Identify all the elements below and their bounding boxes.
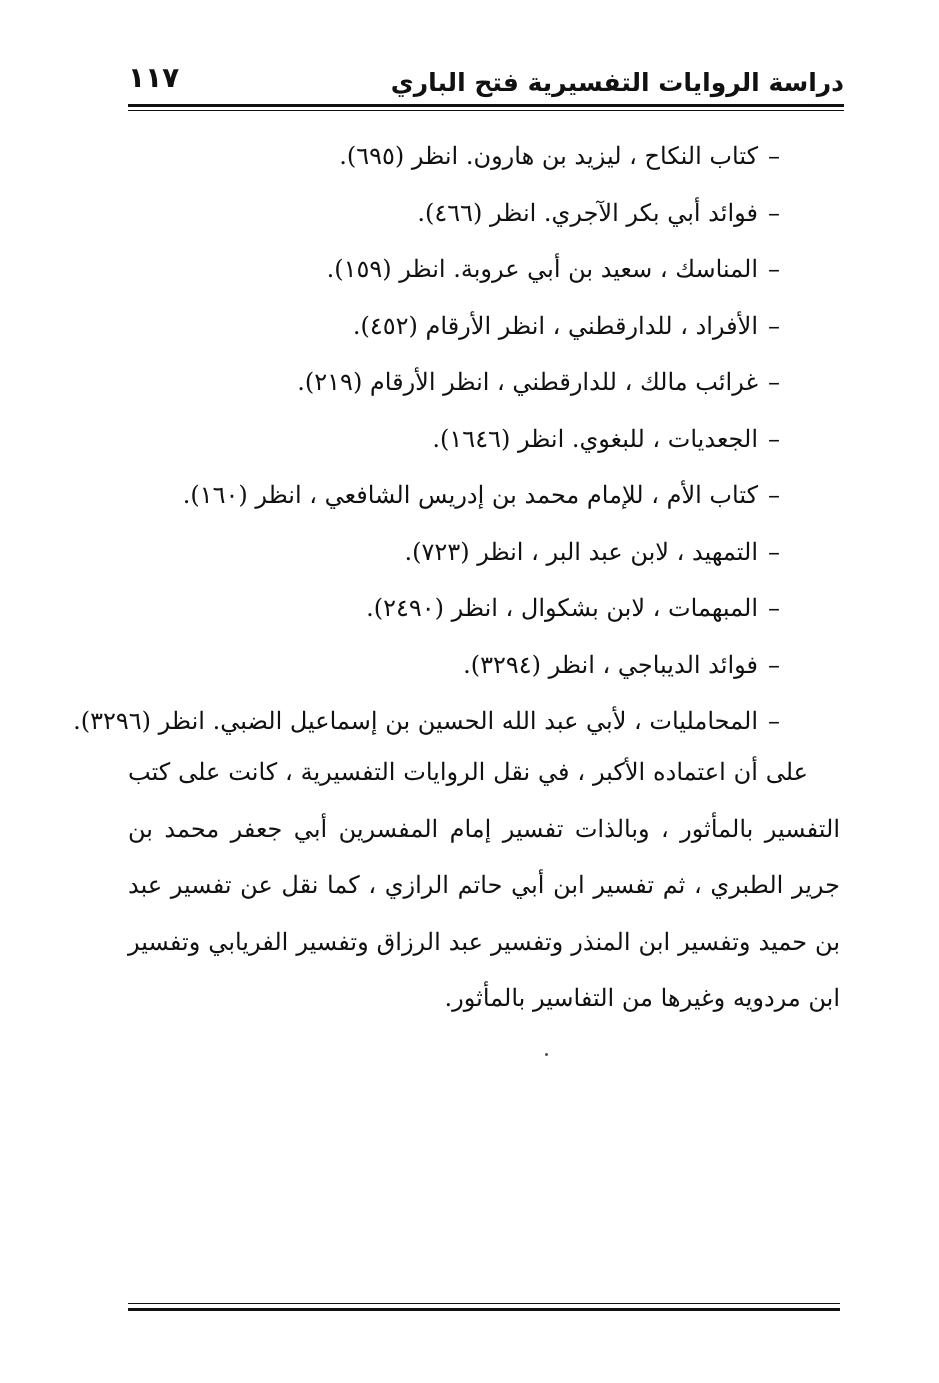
stray-dot	[545, 1053, 548, 1056]
list-dash: –	[768, 368, 780, 396]
page-number: ١١٧	[128, 61, 180, 94]
reference-text: المبهمات ، لابن بشكوال ، انظر (٢٤٩٠).	[366, 594, 758, 622]
reference-item	[128, 360, 780, 417]
list-dash: –	[768, 707, 780, 735]
reference-item	[128, 643, 780, 700]
reference-text: فوائد أبي بكر الآجري. انظر (٤٦٦).	[417, 198, 758, 227]
list-dash: –	[768, 198, 780, 227]
reference-item	[128, 247, 780, 304]
reference-item	[128, 191, 780, 248]
reference-item	[128, 304, 780, 361]
reference-item	[128, 473, 780, 530]
reference-text: المحامليات ، لأبي عبد الله الحسين بن إسماعيل الضبي. انظر (٣٢٩٦).	[73, 707, 758, 735]
list-dash: –	[768, 537, 780, 566]
reference-item	[128, 530, 780, 587]
running-header	[128, 62, 844, 102]
list-dash: –	[768, 142, 780, 170]
reference-text: كتاب الأم ، للإمام محمد بن إدريس الشافعي ، انظر (١٦٠).	[182, 481, 758, 509]
reference-item	[128, 134, 780, 191]
header-rule	[128, 104, 844, 107]
reference-item	[128, 417, 780, 474]
header-rule-thin	[128, 110, 844, 111]
reference-text: فوائد الديباجي ، انظر (٣٢٩٤).	[463, 650, 758, 679]
reference-text: الأفراد ، للدارقطني ، انظر الأرقام (٤٥٢).	[352, 311, 758, 340]
list-dash: –	[768, 255, 780, 283]
list-dash: –	[768, 311, 780, 340]
reference-text: غرائب مالك ، للدارقطني ، انظر الأرقام (٢١٩).	[297, 368, 758, 396]
reference-list	[73, 134, 780, 756]
reference-text: كتاب النكاح ، ليزيد بن هارون. انظر (٦٩٥).	[339, 142, 758, 170]
list-dash: –	[768, 481, 780, 509]
list-dash: –	[768, 650, 780, 679]
footer-rule	[128, 1308, 840, 1311]
reference-text: التمهيد ، لابن عبد البر ، انظر (٧٢٣).	[404, 537, 758, 566]
footer-rule-thin	[128, 1303, 840, 1304]
running-header-title: دراسة الروايات التفسيرية فتح الباري	[390, 68, 844, 97]
list-dash: –	[768, 594, 780, 622]
reference-item	[128, 586, 780, 643]
list-dash: –	[768, 424, 780, 453]
reference-text: المناسك ، سعيد بن أبي عروبة. انظر (١٥٩).	[326, 255, 758, 283]
reference-text: الجعديات ، للبغوي. انظر (١٦٤٦).	[432, 424, 758, 453]
body-paragraph: على أن اعتماده الأكبر ، في نقل الروايات التفسيرية ، كانت على كتب التفسير بالمأثور ، وبالذات تفسير إمام المفسرين أبي جعفر محمد بن جرير الطبري ، ثم تفسير ابن أبي حاتم الرازي ، كما نقل عن تفسير عبد بن حميد وتفسير ابن المنذر وتفسير عبد الرزاق وتفسير الفريابي وتفسير ابن مردويه وغيرها من التفاسير بالمأثور.	[128, 758, 840, 1012]
